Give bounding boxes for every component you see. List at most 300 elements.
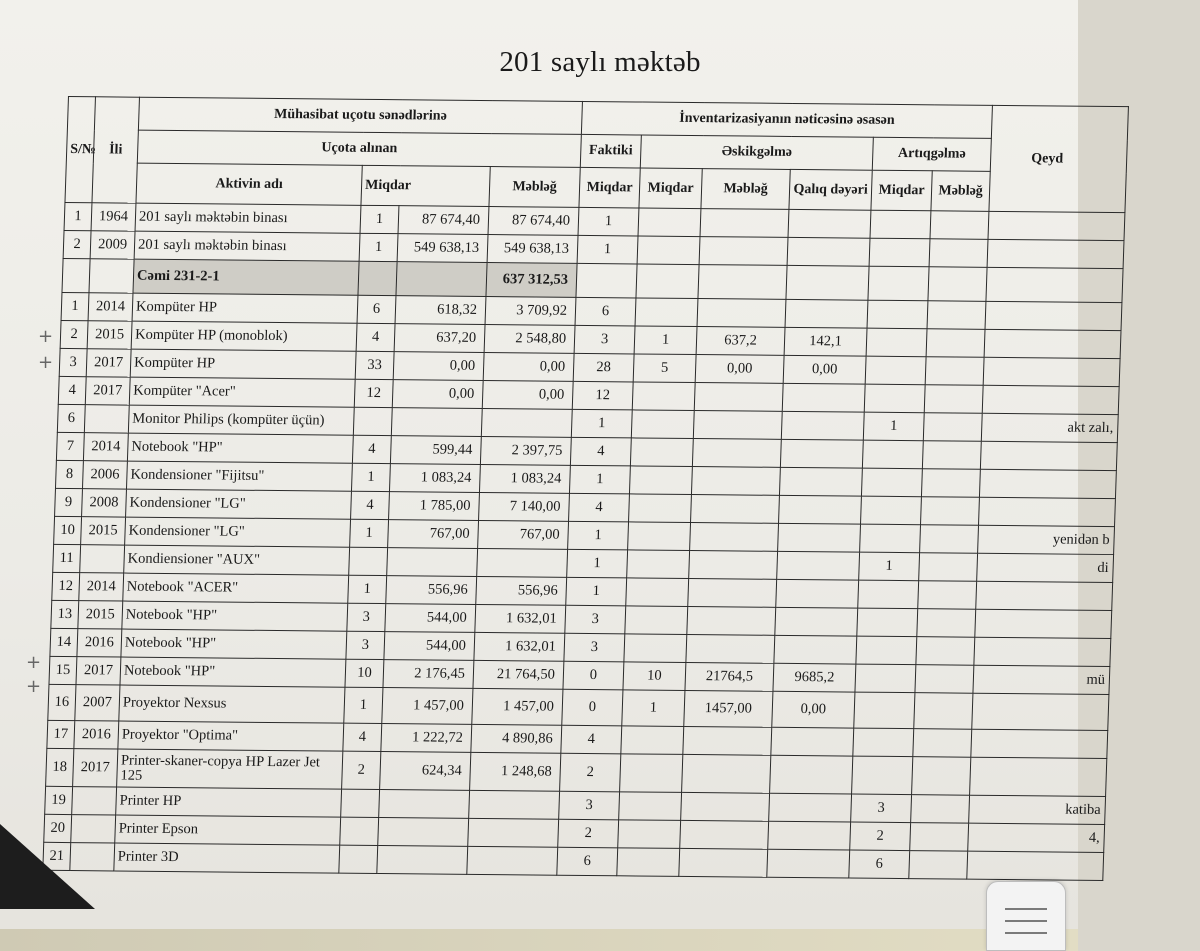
cell-actual-qty: 1 <box>567 549 628 578</box>
cell-year: 2017 <box>73 749 118 787</box>
cell-shortage-amount <box>679 848 768 877</box>
cell-qty: 10 <box>345 659 384 687</box>
header-year: İli <box>92 97 140 203</box>
cell-remarks <box>975 609 1112 638</box>
cell-year: 2015 <box>78 601 123 629</box>
cell-qty: 2 <box>342 751 381 789</box>
cell-actual-qty: 4 <box>569 493 630 522</box>
cell-price <box>378 818 469 847</box>
cell-sn: 10 <box>54 516 82 544</box>
cell-sn: 6 <box>57 404 85 432</box>
cell-price: 624,34 <box>380 752 471 791</box>
cell-year: 2015 <box>87 321 132 349</box>
cell-amount: 1 632,01 <box>474 632 565 661</box>
cell-sn: 3 <box>59 348 87 376</box>
cell-asset-name: Kondiensioner "AUX" <box>124 545 350 575</box>
cell-asset-name: Notebook "HP" <box>120 657 346 687</box>
cell-actual-qty: 2 <box>560 753 621 792</box>
cell-amount: 3 709,92 <box>485 297 576 326</box>
cell-residual-value <box>776 579 859 608</box>
cell-shortage-amount <box>687 606 776 635</box>
cell-sn: 19 <box>45 786 73 814</box>
cell-qty: 1 <box>350 519 389 547</box>
cell-qty: 1 <box>344 687 383 723</box>
cell-shortage-qty <box>631 410 694 439</box>
cell-amount: 549 638,13 <box>487 235 578 264</box>
cell-sn: 18 <box>46 748 74 786</box>
cell-qty <box>339 845 378 873</box>
cell-remarks <box>984 329 1121 358</box>
cell-surplus-qty: 6 <box>849 850 910 879</box>
cell-price: 549 638,13 <box>397 234 488 263</box>
cell-surplus-amount <box>918 581 977 610</box>
cell-qty: 3 <box>347 603 386 631</box>
cell-year <box>72 787 117 815</box>
margin-mark: + <box>38 326 54 347</box>
cell-price: 2 176,45 <box>383 660 474 689</box>
header-shortage: Əskikgəlmə <box>640 135 873 170</box>
cell-shortage-qty <box>618 820 681 849</box>
cell-asset-name: Kompüter HP (monoblok) <box>131 321 357 351</box>
margin-mark: + <box>38 352 54 373</box>
cell-remarks <box>987 239 1124 268</box>
cell-asset-name: Kompüter HP <box>132 293 358 323</box>
cell-shortage-amount <box>692 439 781 468</box>
cell-surplus-amount <box>925 357 984 386</box>
cell-remarks: akt zalı, <box>981 413 1118 442</box>
header-surplus-qty: Miqdar <box>871 170 932 211</box>
cell-actual-qty: 4 <box>561 725 622 754</box>
cell-price: 544,00 <box>385 604 476 633</box>
cell-shortage-amount <box>682 754 771 793</box>
cell-amount: 87 674,40 <box>488 207 579 236</box>
cell-shortage-qty <box>638 208 701 237</box>
cell-remarks: yenidən b <box>978 525 1115 554</box>
cell-remarks <box>976 581 1113 610</box>
cell-actual-qty: 1 <box>566 577 627 606</box>
cell-surplus-qty <box>853 728 914 757</box>
header-actual-qty: Miqdar <box>579 167 640 208</box>
cell-remarks <box>982 385 1119 414</box>
cell-asset-name: Printer 3D <box>114 843 340 873</box>
cell-price <box>391 408 482 437</box>
cell-year: 2015 <box>81 517 126 545</box>
cell-amount: 1 083,24 <box>479 464 570 493</box>
cell-sn: 11 <box>53 544 81 572</box>
cell-year: 2017 <box>85 377 130 405</box>
cell-price <box>387 548 478 577</box>
inventory-table-body <box>43 202 1125 880</box>
cell-amount: 767,00 <box>478 520 569 549</box>
cell-shortage-amount <box>693 411 782 440</box>
cell-asset-name: Notebook "HP" <box>122 601 348 631</box>
cell-actual-qty: 1 <box>578 207 639 236</box>
cell-amount: 0,00 <box>482 380 573 409</box>
cell-residual-value: 142,1 <box>784 327 867 356</box>
cell-qty: 4 <box>352 435 391 463</box>
cell-sn: 15 <box>49 656 77 684</box>
cell-shortage-qty <box>628 522 691 551</box>
cell-remarks <box>988 211 1125 240</box>
cell-shortage-amount <box>686 634 775 663</box>
cell-shortage-amount <box>697 299 786 328</box>
cell-asset-name: Notebook "HP" <box>127 433 353 463</box>
cell-asset-name: 201 saylı məktəbin binası <box>135 203 361 233</box>
menu-icon <box>1005 932 1047 934</box>
cell-shortage-qty: 1 <box>634 326 697 355</box>
cell-actual-qty: 0 <box>563 661 624 690</box>
cell-surplus-qty <box>869 238 930 267</box>
cell-empty <box>698 265 787 300</box>
cell-sn: 2 <box>63 230 91 258</box>
cell-surplus-amount <box>911 795 970 824</box>
menu-icon <box>1005 908 1047 910</box>
cell-surplus-qty <box>861 468 922 497</box>
cell-amount: 0,00 <box>483 353 574 382</box>
cell-asset-name: Kompüter "Acer" <box>129 377 355 407</box>
header-remarks: Qeyd <box>989 105 1129 212</box>
cell-shortage-qty <box>625 606 688 635</box>
cell-year <box>84 405 129 433</box>
header-shortage-amount: Məbləğ <box>701 169 790 210</box>
cell-residual-value <box>785 299 868 328</box>
cell-actual-qty: 6 <box>575 297 636 326</box>
cell-shortage-amount: 637,2 <box>696 327 785 356</box>
cell-surplus-qty <box>858 580 919 609</box>
cell-actual-qty: 1 <box>571 409 632 438</box>
cell-year: 2014 <box>88 293 133 321</box>
cell-surplus-qty <box>870 210 931 239</box>
header-asset-name: Aktivin adı <box>136 163 362 205</box>
cell-sn: 20 <box>44 814 72 842</box>
cell-asset-name: Notebook "ACER" <box>123 573 349 603</box>
cell-residual-value <box>780 439 863 468</box>
cell-price: 556,96 <box>386 576 477 605</box>
cell-qty: 12 <box>354 379 393 407</box>
cell-sn: 7 <box>56 432 84 460</box>
cell-amount: 637 312,53 <box>486 263 577 298</box>
cell-surplus-amount <box>910 823 969 852</box>
cell-shortage-amount <box>680 820 769 849</box>
cell-qty <box>358 261 397 295</box>
cell-surplus-qty: 1 <box>859 552 920 581</box>
cell-remarks: di <box>977 553 1114 582</box>
cell-surplus-qty <box>860 524 921 553</box>
cell-price: 1 222,72 <box>381 724 472 753</box>
cell-asset-name: Kondensioner "LG" <box>125 517 351 547</box>
cell-asset-name: Printer HP <box>116 787 342 817</box>
cell-year: 2014 <box>79 573 124 601</box>
cell-empty <box>576 263 637 298</box>
cell-residual-value <box>779 495 862 524</box>
cell-amount: 4 890,86 <box>471 724 562 753</box>
cell-amount <box>477 548 568 577</box>
cell-remarks <box>971 729 1108 758</box>
cell-shortage-qty <box>632 382 695 411</box>
cell-shortage-qty <box>629 494 692 523</box>
cell-surplus-amount <box>922 441 981 470</box>
header-actual: Faktiki <box>580 134 641 168</box>
cell-shortage-qty <box>637 236 700 265</box>
cell-residual-value: 0,00 <box>772 691 855 728</box>
cell-price <box>396 262 487 297</box>
cell-qty: 1 <box>351 463 390 491</box>
cell-actual-qty: 0 <box>562 689 623 726</box>
cell-shortage-amount <box>691 467 780 496</box>
cell-residual-value <box>788 209 871 238</box>
cell-amount <box>468 818 559 847</box>
cell-remarks <box>972 693 1109 730</box>
cell-actual-qty: 4 <box>570 437 631 466</box>
cell-amount: 2 397,75 <box>480 436 571 465</box>
cell-surplus-amount <box>912 757 971 796</box>
cell-sn: 16 <box>48 684 76 720</box>
cell-shortage-qty <box>624 634 687 663</box>
cell-remarks: mü <box>973 665 1110 694</box>
cell-surplus-qty <box>855 664 916 693</box>
cell-surplus-qty <box>864 384 925 413</box>
cell-price: 87 674,40 <box>398 206 489 235</box>
cell-sn: 2 <box>60 320 88 348</box>
cell-asset-name: Kompüter HP <box>130 349 356 379</box>
cell-sn: 21 <box>43 842 71 870</box>
cell-amount: 21 764,50 <box>473 660 564 689</box>
cell-shortage-qty <box>620 754 683 793</box>
cell-qty: 4 <box>356 323 395 351</box>
cell-qty: 4 <box>351 491 390 519</box>
cell-price: 1 785,00 <box>389 492 480 521</box>
cell-shortage-amount <box>691 495 780 524</box>
header-accounting-docs: Mühasibat uçotu sənədlərinə <box>138 97 582 134</box>
cell-shortage-qty <box>627 550 690 579</box>
cell-shortage-amount: 1457,00 <box>684 690 773 727</box>
cell-shortage-amount <box>681 792 770 821</box>
cell-asset-name: Printer-skaner-copya HP Lazer Jet 125 <box>117 749 343 789</box>
cell-shortage-amount <box>683 726 772 755</box>
cell-shortage-amount: 21764,5 <box>685 662 774 691</box>
cell-year <box>89 259 134 293</box>
cell-residual-value <box>770 755 853 794</box>
cell-shortage-amount <box>688 578 777 607</box>
cell-price: 637,20 <box>394 324 485 353</box>
header-surplus: Artıqgəlmə <box>872 137 991 171</box>
cell-qty <box>353 407 392 435</box>
cell-sn: 17 <box>47 720 75 748</box>
cell-qty: 33 <box>355 351 394 379</box>
cell-year: 2009 <box>90 231 135 259</box>
cell-residual-value <box>777 551 860 580</box>
document-title: 201 saylı məktəb <box>499 46 701 78</box>
cell-residual-value <box>771 727 854 756</box>
cell-asset-name: Monitor Philips (kompüter üçün) <box>128 405 354 435</box>
cell-surplus-qty <box>865 356 926 385</box>
cell-price <box>377 846 468 875</box>
margin-mark: + <box>26 652 42 673</box>
cell-remarks <box>980 469 1117 498</box>
cell-remarks: katiba <box>969 795 1106 824</box>
cell-amount: 556,96 <box>476 576 567 605</box>
cell-residual-value <box>774 635 857 664</box>
cell-qty: 1 <box>359 233 398 261</box>
cell-sn: 1 <box>64 202 92 230</box>
cell-actual-qty: 1 <box>577 235 638 264</box>
cell-shortage-amount <box>690 522 779 551</box>
cell-actual-qty: 1 <box>568 521 629 550</box>
cell-asset-name: 201 saylı məktəbin binası <box>134 231 360 261</box>
cell-remarks <box>983 357 1120 386</box>
menu-icon <box>1005 920 1047 922</box>
cell-surplus-qty: 1 <box>863 412 924 441</box>
cell-qty <box>349 547 388 575</box>
margin-mark: + <box>26 676 42 697</box>
cell-asset-name: Cəmi 231-2-1 <box>133 259 359 295</box>
cell-remarks <box>985 301 1122 330</box>
cell-year: 2007 <box>75 685 120 721</box>
cell-asset-name: Kondensioner "Fijitsu" <box>126 461 352 491</box>
cell-year <box>80 545 125 573</box>
cell-shortage-amount <box>700 209 789 238</box>
cell-surplus-amount <box>921 497 980 526</box>
cell-shortage-qty: 5 <box>633 354 696 383</box>
cell-residual-value <box>768 821 851 850</box>
cell-surplus-qty <box>857 608 918 637</box>
cell-qty: 6 <box>357 295 396 323</box>
cell-shortage-amount: 0,00 <box>695 355 784 384</box>
cell-year: 2017 <box>86 349 131 377</box>
cell-price: 544,00 <box>384 632 475 661</box>
header-residual-value: Qalıq dəyəri <box>789 169 872 210</box>
cell-residual-value <box>778 523 861 552</box>
cell-surplus-amount <box>930 211 989 240</box>
cell-surplus-amount <box>915 665 974 694</box>
cell-amount: 7 140,00 <box>479 492 570 521</box>
cell-residual-value <box>767 849 850 878</box>
cell-residual-value: 9685,2 <box>773 663 856 692</box>
cell-qty: 4 <box>343 723 382 751</box>
shadow-corner <box>0 824 95 909</box>
inventory-table <box>42 96 1129 881</box>
cell-asset-name: Printer Epson <box>115 815 341 845</box>
background-surface <box>0 929 1078 951</box>
cell-shortage-qty <box>619 792 682 821</box>
cell-actual-qty: 3 <box>564 633 625 662</box>
header-inventory-results: İnventarizasiyanın nəticəsinə əsasən <box>581 101 992 138</box>
cell-surplus-amount <box>920 525 979 554</box>
cell-empty <box>636 264 699 299</box>
cell-price <box>379 790 470 819</box>
cell-surplus-amount <box>916 637 975 666</box>
cell-actual-qty: 1 <box>569 465 630 494</box>
cell-surplus-amount <box>917 609 976 638</box>
cell-shortage-qty <box>635 298 698 327</box>
cell-sn: 1 <box>61 292 89 320</box>
cell-actual-qty: 3 <box>559 791 620 820</box>
header-shortage-qty: Miqdar <box>639 168 702 209</box>
cell-surplus-amount <box>924 385 983 414</box>
cell-remarks <box>974 637 1111 666</box>
cell-amount <box>469 790 560 819</box>
cell-asset-name: Proyektor Nexsus <box>119 685 345 723</box>
cell-year: 1964 <box>91 203 136 231</box>
cell-qty <box>340 817 379 845</box>
cell-empty <box>786 265 869 300</box>
cell-actual-qty: 3 <box>565 605 626 634</box>
cell-residual-value <box>775 607 858 636</box>
cell-surplus-qty <box>854 692 915 729</box>
cell-surplus-qty <box>862 440 923 469</box>
cell-sn: 9 <box>55 488 83 516</box>
cell-year: 2008 <box>82 489 127 517</box>
cell-empty <box>986 267 1123 302</box>
header-surplus-amount: Məbləğ <box>931 171 990 212</box>
cell-empty <box>868 266 929 301</box>
cell-year: 2017 <box>76 657 121 685</box>
menu-button[interactable] <box>986 881 1066 951</box>
cell-surplus-amount <box>929 239 988 268</box>
cell-qty <box>341 789 380 817</box>
cell-remarks: 4, <box>968 823 1105 852</box>
cell-remarks <box>970 757 1107 796</box>
cell-surplus-amount <box>909 851 968 880</box>
cell-amount: 1 248,68 <box>470 752 561 791</box>
cell-asset-name: Notebook "HP" <box>121 629 347 659</box>
cell-amount: 1 632,01 <box>475 604 566 633</box>
cell-price: 618,32 <box>395 296 486 325</box>
cell-qty: 1 <box>348 575 387 603</box>
cell-asset-name: Kondensioner "LG" <box>126 489 352 519</box>
cell-surplus-qty <box>856 636 917 665</box>
cell-surplus-qty <box>861 496 922 525</box>
cell-amount: 1 457,00 <box>472 688 563 725</box>
cell-qty: 1 <box>360 205 399 233</box>
cell-amount: 2 548,80 <box>484 325 575 354</box>
cell-sn: 8 <box>55 460 83 488</box>
cell-remarks <box>967 851 1104 880</box>
cell-sn: 14 <box>50 628 78 656</box>
header-amount: Məbləğ <box>489 167 580 208</box>
cell-surplus-amount <box>923 413 982 442</box>
cell-surplus-qty: 2 <box>850 822 911 851</box>
cell-price: 599,44 <box>390 436 481 465</box>
cell-shortage-qty: 10 <box>623 662 686 691</box>
cell-amount <box>481 408 572 437</box>
cell-surplus-amount <box>927 301 986 330</box>
cell-sn: 13 <box>51 600 79 628</box>
cell-shortage-qty <box>630 438 693 467</box>
cell-surplus-amount <box>913 729 972 758</box>
cell-shortage-qty <box>621 726 684 755</box>
header-qty: Miqdar <box>361 165 490 206</box>
cell-price: 767,00 <box>388 520 479 549</box>
cell-actual-qty: 28 <box>573 353 634 382</box>
cell-qty: 3 <box>346 631 385 659</box>
cell-sn: 12 <box>52 572 80 600</box>
cell-residual-value: 0,00 <box>783 355 866 384</box>
cell-sn: 4 <box>58 376 86 404</box>
cell-price: 0,00 <box>392 380 483 409</box>
cell-residual-value <box>782 383 865 412</box>
cell-surplus-amount <box>919 553 978 582</box>
cell-shortage-amount <box>694 383 783 412</box>
cell-actual-qty: 12 <box>572 381 633 410</box>
cell-empty <box>928 267 987 302</box>
cell-residual-value <box>787 237 870 266</box>
cell-year: 2016 <box>74 721 119 749</box>
cell-surplus-amount <box>921 469 980 498</box>
cell-year: 2016 <box>77 629 122 657</box>
cell-actual-qty: 3 <box>574 325 635 354</box>
cell-shortage-qty <box>626 578 689 607</box>
